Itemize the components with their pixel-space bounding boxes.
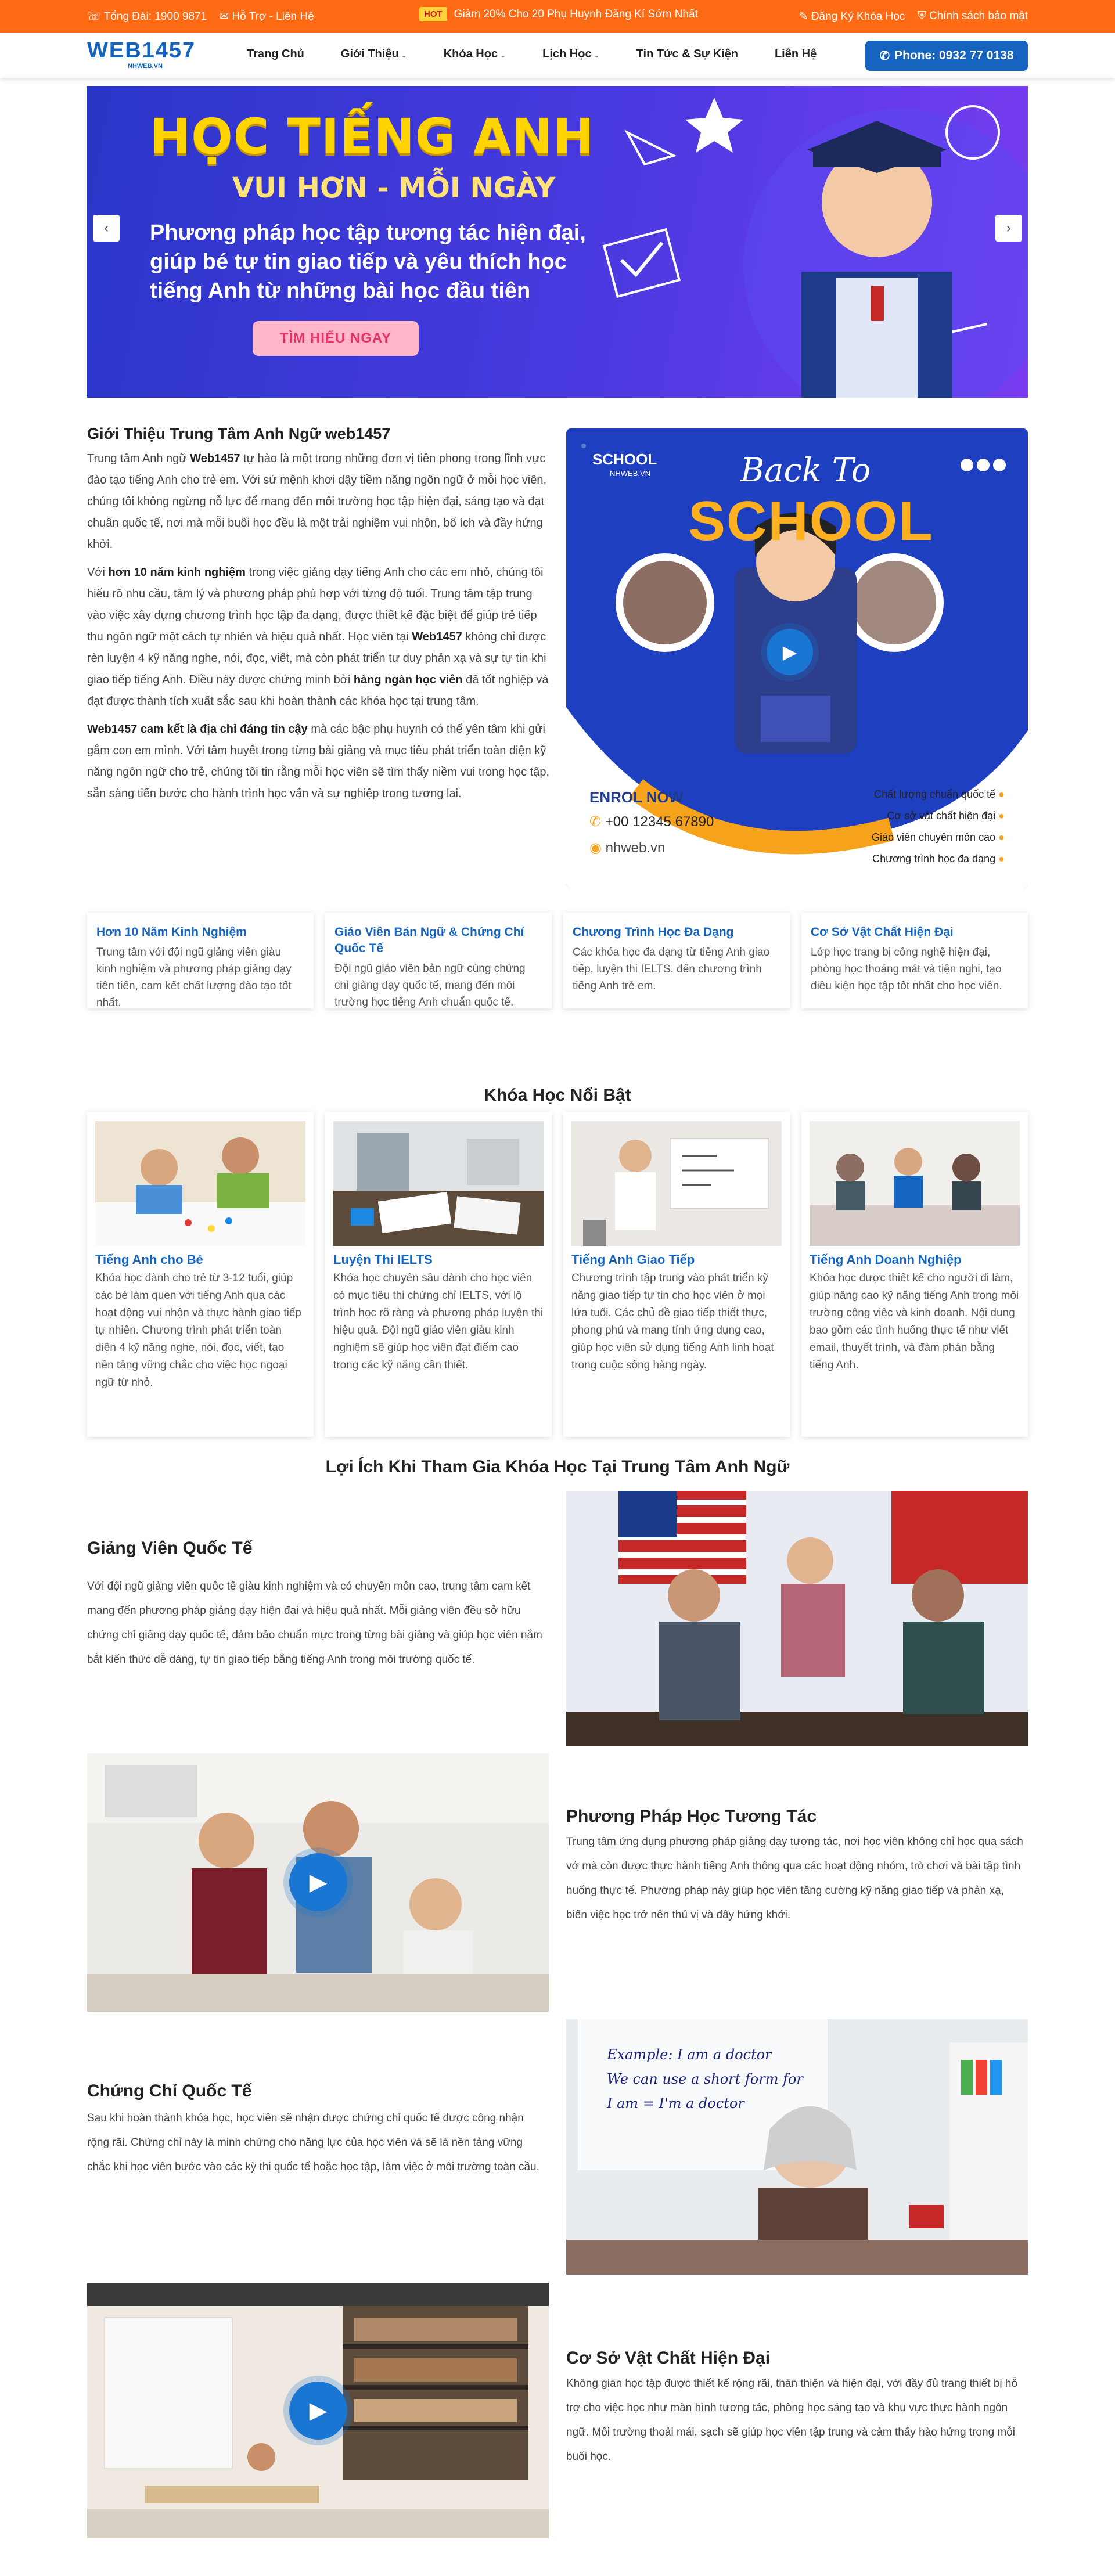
course-title[interactable]: Tiếng Anh Giao Tiếp: [571, 1252, 695, 1267]
teachers-photo-illustration: [566, 1491, 1028, 1746]
business-meeting-illustration: [810, 1121, 1020, 1246]
poster-social-icons: [961, 459, 1006, 471]
poster-web: [589, 840, 665, 856]
text-segment: Trung tâm Anh ngữ: [87, 452, 190, 465]
commitment-highlight: Web1457 cam kết là địa chỉ đáng tin cậy: [87, 723, 308, 736]
course-card[interactable]: [563, 1112, 790, 1437]
poster-school-text: SCHOOL: [688, 490, 934, 552]
benefit-desc: Không gian học tập được thiết kế rộng rãi, thân thiện và hiện đại, với đầy đủ trang thiết bị hỗ trợ cho việc học như màn hình tương tác, phòng học sáng tạo và khu vực thực hành ngôn ngữ. Môi trường thoải mái, sạch sẽ giúp học viên tập trung và cảm thấy hào hứng trong mỗi buổi học.: [566, 2377, 1018, 2463]
intro-text: [87, 448, 552, 805]
top-bar: [0, 0, 1115, 33]
feature-title: Giáo Viên Bản Ngữ & Chứng Chỉ Quốc Tế: [334, 925, 524, 955]
slider-prev-arrow[interactable]: ‹: [93, 215, 120, 242]
benefit-title: Giảng Viên Quốc Tế: [87, 1539, 253, 1558]
benefit-desc: Sau khi hoàn thành khóa học, học viên sẽ nhận được chứng chỉ quốc tế được công nhận rộng rãi. Chứng chỉ này là minh chứng cho năng lực của học viên và sẽ là nền tảng vững chắc khi học viên bước vào các kỳ thi quốc tế hoặc học tập, làm việc ở môi trường toàn cầu.: [87, 2112, 539, 2173]
feature-card: [801, 913, 1028, 1008]
course-title[interactable]: Tiếng Anh cho Bé: [95, 1252, 203, 1267]
poster-phone: [589, 813, 714, 830]
register-text: Đăng Ký Khóa Học: [811, 10, 905, 23]
logo-text: WEB1457: [87, 38, 196, 63]
poster-feature: [872, 827, 1005, 848]
course-card[interactable]: [87, 1112, 314, 1437]
globe-icon: ◉: [589, 840, 606, 856]
course-image[interactable]: [810, 1121, 1020, 1246]
benefit-title: Phương Pháp Học Tương Tác: [566, 1807, 817, 1826]
course-title[interactable]: Luyện Thi IELTS: [333, 1252, 433, 1267]
bullet-icon: ●: [998, 853, 1005, 864]
certificate-teacher-image: [566, 2019, 1028, 2275]
nav-courses-label: Khóa Học: [443, 48, 498, 60]
communication-class-illustration: [571, 1121, 782, 1246]
international-teachers-image: [566, 1491, 1028, 1746]
course-desc: Khóa học chuyên sâu dành cho học viên có mục tiêu thi chứng chỉ IELTS, với lộ trình học rõ ràng và phương pháp luyện thi hiệu quả. Đội ngũ giáo viên giàu kinh nghiệm sẽ giúp học viên đạt điểm cao trong các kỹ năng cần thiết.: [333, 1272, 544, 1371]
text-segment: không chỉ được rèn luyện 4 kỹ năng nghe, nói, đọc, viết, mà còn phát triển tư duy phản xạ và sự tự tin khi giao tiếp tiếng Anh. Điều này được chứng minh bởi: [87, 631, 546, 686]
policy-text: Chính sách bảo mật: [929, 10, 1028, 22]
poster-feature: [872, 805, 1005, 827]
course-image[interactable]: [95, 1121, 305, 1246]
hero-banner: [87, 86, 1028, 398]
feature-desc: Trung tâm với đội ngũ giảng viên giàu kinh nghiệm và phương pháp giảng dạy tiên tiến, cam kết chất lượng đào tạo tốt nhất.: [96, 946, 292, 1009]
intro-title: Giới Thiệu Trung Tâm Anh Ngữ web1457: [87, 425, 391, 442]
hero-subtitle: VUI HƠN - MỖI NGÀY: [232, 172, 556, 204]
kids-drawing-illustration: [95, 1121, 305, 1246]
hotline-link[interactable]: ☏ Tổng Đài: 1900 9871: [87, 10, 207, 23]
poster-feature-text: Chất lượng chuẩn quốc tế: [874, 788, 996, 800]
benefit-title: Chứng Chỉ Quốc Tế: [87, 2081, 252, 2101]
phone-icon: ✆: [589, 814, 605, 830]
play-icon[interactable]: ▶: [289, 2382, 347, 2440]
learn-more-button[interactable]: TÌM HIỂU NGAY: [253, 321, 419, 356]
poster-feature: [872, 784, 1005, 805]
support-link[interactable]: ✉ Hỗ Trợ - Liên Hệ: [220, 10, 314, 23]
nav-schedule-label: Lịch Học: [542, 48, 592, 60]
enrol-now: ENROL NOW: [589, 788, 684, 806]
site-header: [0, 33, 1115, 78]
feature-desc: Các khóa học đa dạng từ tiếng Anh giao tiếp, luyện thi IELTS, đến chương trình tiếng Anh trẻ em.: [573, 946, 770, 992]
school-poster-image: [566, 428, 1028, 888]
slider-next-arrow[interactable]: ›: [995, 215, 1022, 242]
feature-card: [563, 913, 790, 1008]
feature-desc: Đội ngũ giáo viên bản ngữ cùng chứng chỉ giảng dạy quốc tế, mang đến môi trường học tiếng Anh chuẩn quốc tế.: [334, 963, 526, 1008]
feature-title: Cơ Sở Vật Chất Hiện Đại: [811, 925, 954, 939]
course-title[interactable]: Tiếng Anh Doanh Nghiệp: [810, 1252, 962, 1267]
poster-feature-text: Giáo viên chuyên môn cao: [871, 831, 996, 843]
text-segment: tự hào là một trong những đơn vị tiên phong trong lĩnh vực đào tạo tiếng Anh cho trẻ em. Với sứ mệnh khơi dậy tiềm năng ngôn ngữ ở mỗi học viên, chúng tôi không ngừng nỗ lực để mang đến môi trường học tập hiện đại, sáng tạo và đạt chuẩn quốc tế, nơi mà mỗi buổi học đều là một trải nghiệm vui nhộn, bổ ích và đầy hứng khởi.: [87, 452, 547, 551]
bullet-icon: ●: [998, 810, 1005, 822]
poster-web-text: nhweb.vn: [605, 840, 666, 856]
poster-feature-text: Cơ sở vật chất hiện đại: [887, 810, 996, 822]
nav-news[interactable]: Tin Tức & Sự Kiện: [636, 48, 738, 60]
play-icon[interactable]: ▶: [767, 629, 813, 675]
course-card[interactable]: [325, 1112, 552, 1437]
nav-home[interactable]: Trang Chủ: [247, 48, 304, 60]
phone-icon: ✆: [879, 49, 890, 63]
intro-paragraph-2: [87, 562, 552, 712]
phone-text: Phone: 0932 77 0138: [894, 49, 1014, 62]
brand-highlight: Web1457: [412, 631, 462, 643]
whiteboard-line: Example: I am a doctor: [607, 2047, 772, 2063]
course-desc: Chương trình tập trung vào phát triển kỹ năng giao tiếp tự tin cho học viên ở mọi lứa tuổi. Các chủ đề giao tiếp thiết thực, phong phú và mang tính ứng dụng cao, giúp học viên sử dụng tiếng Anh linh hoạt trong cuộc sống hàng ngày.: [571, 1272, 774, 1371]
main-nav: [247, 48, 817, 61]
whiteboard-line: I am = I'm a doctor: [607, 2095, 744, 2112]
hotline-text: Tổng Đài: 1900 9871: [103, 10, 207, 23]
hero-description: Phương pháp học tập tương tác hiện đại, giúp bé tự tin giao tiếp và yêu thích học tiếng Anh từ những bài học đầu tiên: [150, 221, 586, 303]
intro-paragraph-3: [87, 719, 552, 805]
feature-card: [325, 913, 552, 1008]
whiteboard-line: We can use a short form for: [607, 2071, 803, 2087]
poster-brand: SCHOOL: [592, 451, 657, 468]
course-image[interactable]: [571, 1121, 782, 1246]
chevron-down-icon: ⌄: [500, 51, 506, 59]
nav-about-label: Giới Thiệu: [340, 48, 399, 60]
nav-courses[interactable]: [444, 48, 506, 61]
nav-contact[interactable]: Liên Hệ: [774, 48, 817, 60]
promo-text[interactable]: Giảm 20% Cho 20 Phụ Huynh Đăng Kí Sớm Nhất: [454, 8, 698, 20]
course-desc: Khóa học dành cho trẻ từ 3-12 tuổi, giúp các bé làm quen với tiếng Anh qua các hoạt động vui nhộn và thực hành giao tiếp tự nhiên. Chương trình phát triển toàn diện 4 kỹ năng nghe, nói, đọc, viết, tạo nền tảng vững chắc cho việc học ngoại ngữ từ nhỏ.: [95, 1272, 301, 1389]
privacy-policy-link[interactable]: ⛨ Chính sách bảo mật: [918, 10, 1028, 22]
register-course-link[interactable]: ✎ Đăng Ký Khóa Học: [799, 10, 905, 23]
chevron-down-icon: ⌄: [401, 51, 407, 59]
text-segment: trong việc giảng dạy tiếng Anh cho các em nhỏ, chúng tôi hiểu rõ nhu cầu, tâm lý và phương pháp phù hợp với từng độ tuổi. Trung tâm tập trung vào việc xây dựng chương trình học tập đa dạng, được thiết kế đặc biệt để giúp trẻ tiếp thu ngôn ngữ một cách tự nhiên và hiệu quả nhất. Học viên tại: [87, 566, 544, 643]
nav-about[interactable]: [341, 48, 407, 61]
course-image[interactable]: [333, 1121, 544, 1246]
poster-feature: [872, 848, 1005, 870]
text-segment: đã tốt nghiệp và đạt được thành tích xuất sắc sau khi hoàn thành các khóa học tại trung tâm.: [87, 673, 549, 708]
benefit-desc: Trung tâm ứng dụng phương pháp giảng dạy tương tác, nơi học viên không chỉ học qua sách vở mà còn được thực hành tiếng Anh thông qua các hoạt động nhóm, trò chơi và bài tập tình huống thực tế. Phương pháp này giúp học viên tăng cường kỹ năng giao tiếp và phản xạ, biến việc học trở nên thú vị và đầy hứng khởi.: [566, 1836, 1023, 1921]
feature-title: Hơn 10 Năm Kinh Nghiệm: [96, 925, 247, 939]
facilities-image: [87, 2283, 549, 2538]
poster-feature-text: Chương trình học đa dạng: [872, 853, 996, 864]
interactive-method-image: [87, 1753, 549, 2012]
courses-section-title: Khóa Học Nổi Bật: [484, 1086, 631, 1105]
phone-button[interactable]: [865, 41, 1028, 71]
brand-highlight: Web1457: [190, 452, 240, 465]
feature-desc: Lớp học trang bị công nghệ hiện đại, phòng học thoáng mát và tiện nghi, tạo điều kiện học tập tốt nhất cho học viên.: [811, 946, 1002, 992]
ielts-desk-illustration: [333, 1121, 544, 1246]
course-card[interactable]: [801, 1112, 1028, 1437]
poster-feature-list: [872, 784, 1005, 870]
poster-back-text: Back To: [740, 452, 871, 489]
benefit-title: Cơ Sở Vật Chất Hiện Đại: [566, 2348, 771, 2368]
course-desc: Khóa học được thiết kế cho người đi làm, giúp nâng cao kỹ năng tiếng Anh trong môi trường công việc và kinh doanh. Nội dung bao gồm các tình huống thực tế như viết email, thuyết trình, và đàm phán bằng tiếng Anh.: [810, 1272, 1019, 1371]
feature-title: Chương Trình Học Đa Dạng: [573, 925, 734, 939]
poster-phone-text: +00 12345 67890: [605, 814, 714, 830]
benefits-section-title: Lợi Ích Khi Tham Gia Khóa Học Tại Trung Tâm Anh Ngữ: [325, 1457, 790, 1476]
intro-paragraph-1: [87, 448, 552, 556]
logo-subtext: NHWEB.VN: [128, 63, 163, 70]
whiteboard-text: [607, 2042, 803, 2116]
students-highlight: hàng ngàn học viên: [353, 673, 463, 686]
chevron-down-icon: ⌄: [594, 51, 600, 59]
hot-badge: HOT: [419, 7, 447, 21]
bullet-icon: ●: [998, 788, 1005, 800]
nav-schedule[interactable]: [542, 48, 600, 61]
support-text: Hỗ Trợ - Liên Hệ: [232, 10, 314, 23]
text-segment: mà các bậc phụ huynh có thể yên tâm khi gửi gắm con em mình. Với tâm huyết trong từng bài giảng và mục tiêu phát triển toàn diện kỹ năng ngôn ngữ cho trẻ, chúng tôi tin rằng mỗi học viên sẽ tìm thấy niềm vui trong học tập, sẵn sàng tiến bước cho hành trình học vấn và sự nghiệp trong tương lai.: [87, 723, 550, 800]
feature-card: [87, 913, 314, 1008]
poster-brand-sub: NHWEB.VN: [610, 469, 651, 478]
experience-highlight: hơn 10 năm kinh nghiệm: [108, 566, 246, 579]
hero-title: HỌC TIẾNG ANH: [150, 108, 595, 165]
site-logo[interactable]: [87, 38, 203, 71]
twitter-icon: [993, 459, 1006, 471]
play-icon[interactable]: ▶: [289, 1853, 347, 1911]
facebook-icon: [977, 459, 990, 471]
benefit-desc: Với đội ngũ giảng viên quốc tế giàu kinh nghiệm và có chuyên môn cao, trung tâm cam kết mang đến phương pháp giảng dạy hiện đại và hiệu quả nhất. Mỗi giảng viên đều sở hữu chứng chỉ giảng dạy quốc tế, đảm bảo chuẩn mực trong từng bài giảng và giúp học viên nắm bắt kiến thức dễ dàng, tự tin giao tiếp bằng tiếng Anh trong môi trường quốc tế.: [87, 1580, 542, 1666]
instagram-icon: [961, 459, 973, 471]
text-segment: Với: [87, 566, 109, 579]
bullet-icon: ●: [998, 831, 1005, 843]
